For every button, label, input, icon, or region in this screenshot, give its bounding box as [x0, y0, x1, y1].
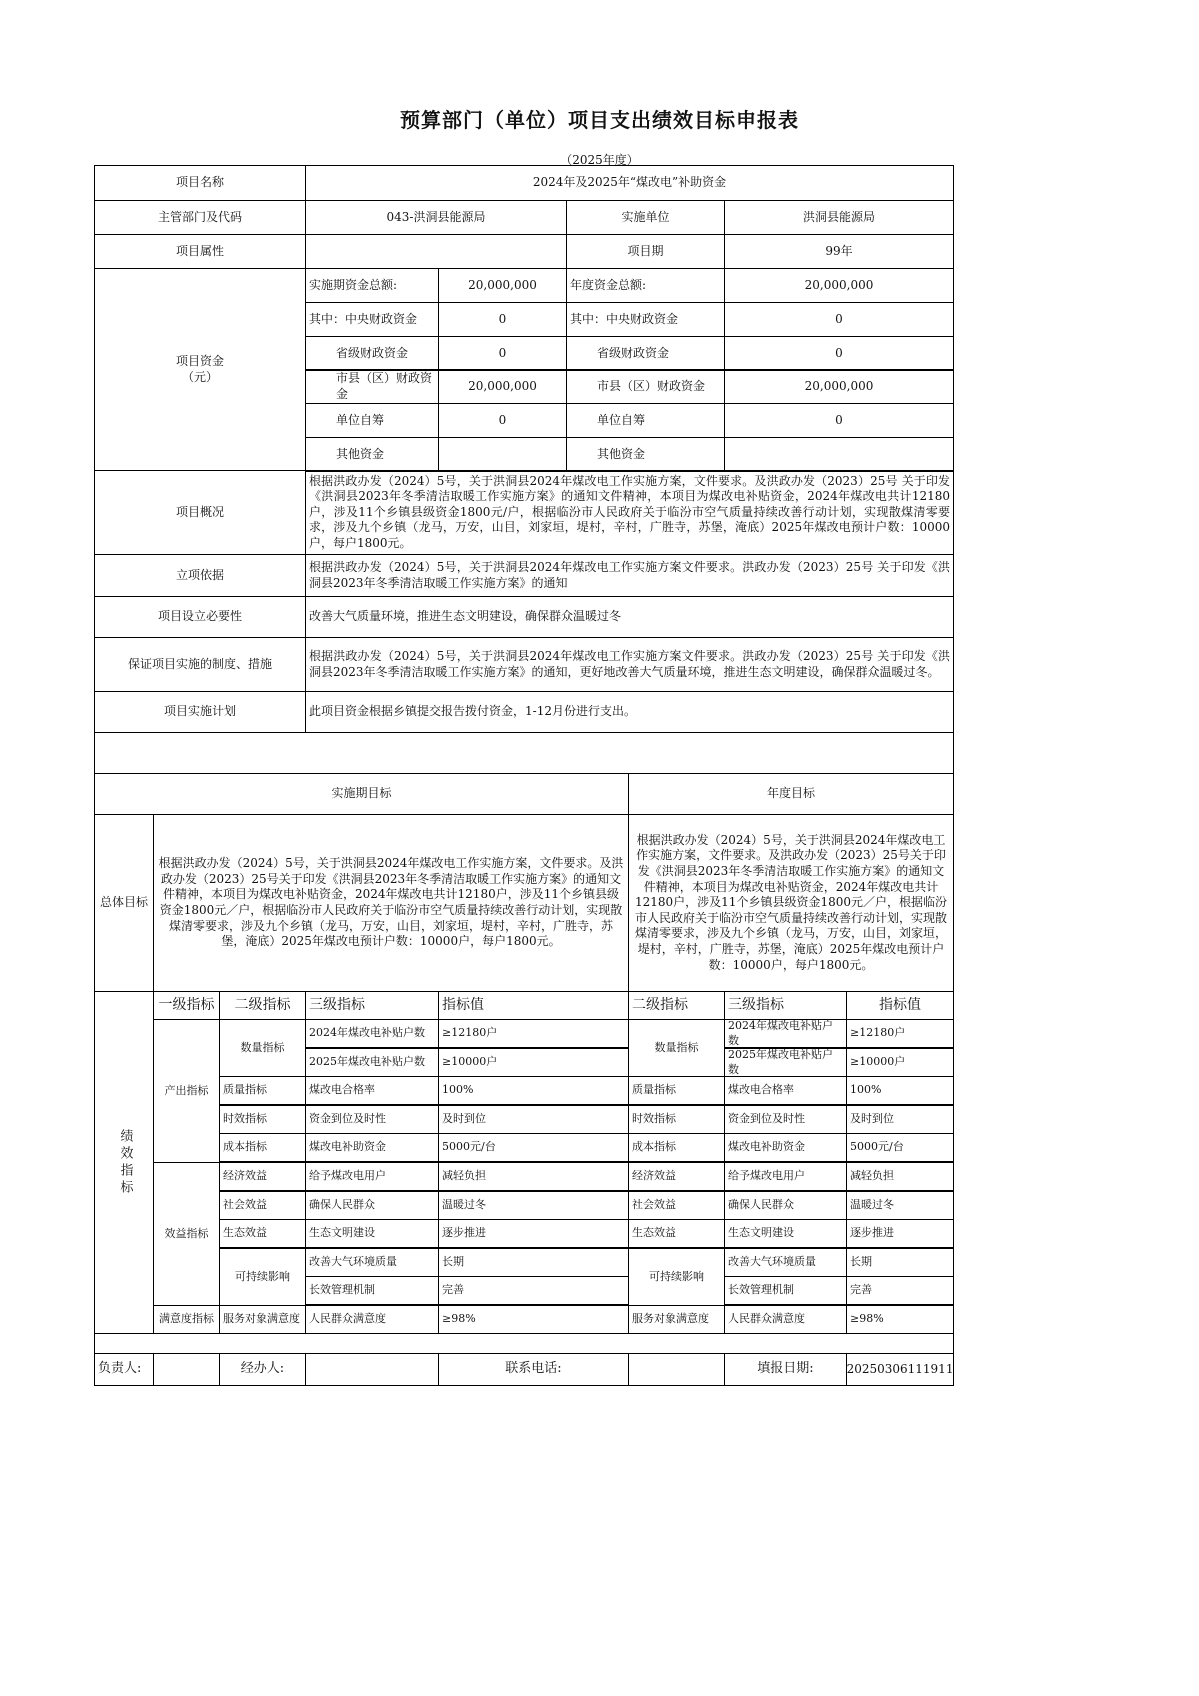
indicator-l3: 生态文明建设: [305, 1219, 439, 1248]
plan-text: 此项目资金根据乡镇提交报告拨付资金，1-12月份进行支出。: [305, 691, 954, 733]
fund-value-period: 20,000,000: [438, 268, 567, 303]
indicator-value: 逐步推进: [438, 1219, 629, 1248]
handler-value: [305, 1353, 439, 1386]
overview-label: 项目概况: [94, 470, 306, 555]
indicator-l2: 社会效益: [219, 1191, 306, 1220]
project-name-label: 项目名称: [94, 165, 306, 201]
indicator-l2: 生态效益: [219, 1219, 306, 1248]
indicator-value: 100%: [438, 1076, 629, 1105]
fund-value-period: 0: [438, 302, 567, 337]
owner-label: 负责人:: [94, 1353, 154, 1386]
indicator-l2-annual: 社会效益: [628, 1191, 725, 1220]
quantity-indicator-label-annual: 数量指标: [628, 1019, 725, 1077]
hdr-l1: 一级指标: [153, 991, 220, 1020]
fund-value-annual: 20,000,000: [724, 268, 954, 303]
indicator-l3-annual: 煤改电合格率: [724, 1076, 847, 1105]
attr-value: [305, 234, 567, 269]
fund-value-annual: [724, 437, 954, 472]
fund-label-annual: 其他资金: [566, 437, 725, 472]
measures-label: 保证项目实施的制度、措施: [94, 637, 306, 692]
indicator-l3-annual: 生态文明建设: [724, 1219, 847, 1248]
fund-value-period: [438, 437, 567, 472]
fund-label-annual: 其中：中央财政资金: [566, 302, 725, 337]
overview-text: 根据洪政办发（2024）5号，关于洪洞县2024年煤改电工作实施方案，文件要求。及洪政办发（2023）25号 关于印发《洪洞县2023年冬季清洁取暖工作实施方案》的通知文件精神，本项目为煤改电补贴资金，2024年煤改电共计12180户，涉及11个乡镇县级资金1800元/户，根据临汾市人民政府关于临汾市空气质量持续改善行动计划，实现散煤清零要求，涉及九个乡镇（龙马，万安，山目，刘家垣，堤村，辛村，广胜寺，苏堡，淹底）2025年煤改电预计户数：10000户，每户1800元。: [305, 470, 954, 555]
output-indicator-label: 产出指标: [153, 1019, 220, 1163]
annual-goal-header: 年度目标: [628, 773, 954, 815]
owner-value: [153, 1353, 220, 1386]
period-value: 99年: [724, 234, 954, 269]
indicator-l3: 资金到位及时性: [305, 1105, 439, 1134]
indicator-value-annual: ≥98%: [846, 1305, 954, 1334]
hdr-l3b: 三级指标: [724, 991, 847, 1020]
fund-label-annual: 省级财政资金: [566, 336, 725, 371]
indicator-l3-annual: 资金到位及时性: [724, 1105, 847, 1134]
indicator-l2-annual: 服务对象满意度: [628, 1305, 725, 1334]
indicator-l3-annual: 改善大气环境质量: [724, 1248, 847, 1277]
overall-goal-label: 总体目标: [94, 814, 154, 992]
satisfaction-indicator-label: 满意度指标: [153, 1305, 220, 1334]
impl-unit-value: 洪洞县能源局: [724, 200, 954, 235]
fund-label-annual: 单位自筹: [566, 403, 725, 438]
necessity-label: 项目设立必要性: [94, 596, 306, 638]
indicator-value: 长期: [438, 1248, 629, 1277]
indicator-l3-annual: 煤改电补助资金: [724, 1133, 847, 1162]
fund-label-period: 其中：中央财政资金: [305, 302, 439, 337]
necessity-text: 改善大气质量环境，推进生态文明建设，确保群众温暖过冬: [305, 596, 954, 638]
fund-label-period: 省级财政资金: [305, 336, 439, 371]
handler-label: 经办人:: [219, 1353, 306, 1386]
blank-row-2: [94, 1333, 954, 1354]
indicator-l2: 经济效益: [219, 1162, 306, 1191]
indicator-l3-annual: 人民群众满意度: [724, 1305, 847, 1334]
indicator-l3-annual: 给予煤改电用户: [724, 1162, 847, 1191]
period-goal-header: 实施期目标: [94, 773, 629, 815]
indicator-value: 5000元/台: [438, 1133, 629, 1162]
fund-label-period: 其他资金: [305, 437, 439, 472]
hdr-l2b: 二级指标: [628, 991, 725, 1020]
fund-value-annual: 0: [724, 403, 954, 438]
fund-value-period: 0: [438, 403, 567, 438]
indicators-side-label: [94, 991, 154, 1334]
indicator-l2: 质量指标: [219, 1076, 306, 1105]
hdr-l3: 三级指标: [305, 991, 439, 1020]
blank-row: [94, 732, 954, 774]
indicator-value-annual: 逐步推进: [846, 1219, 954, 1248]
indicator-l3-annual: 确保人民群众: [724, 1191, 847, 1220]
report-year: （2025年度）: [560, 153, 639, 167]
indicator-value-annual: ≥12180户: [846, 1019, 954, 1048]
indicator-value: 完善: [438, 1276, 629, 1305]
quantity-indicator-label: 数量指标: [219, 1019, 306, 1077]
indicator-l3-annual: 2024年煤改电补贴户数: [724, 1019, 847, 1048]
indicator-value-annual: 减轻负担: [846, 1162, 954, 1191]
indicator-value-annual: 及时到位: [846, 1105, 954, 1134]
page-title: 预算部门（单位）项目支出绩效目标申报表: [400, 108, 799, 132]
annual-goal-text: 根据洪政办发（2024）5号，关于洪洞县2024年煤改电工作实施方案，文件要求。及洪政办发（2023）25号关于印发《洪洞县2023年冬季清洁取暖工作实施方案》的通知文件精神，本项目为煤改电补贴资金，2024年煤改电共计12180户，涉及11个乡镇县级资金1800元／户，根据临汾市人民政府关于临汾市空气质量持续改善行动计划，实现散煤清零要求，涉及九个乡镇（龙马，万安，山目，刘家垣，堤村，辛村，广胜寺，苏堡，淹底）2025年煤改电预计户数：10000户，每户1800元。: [628, 814, 954, 992]
indicator-l2-annual: 经济效益: [628, 1162, 725, 1191]
fund-value-annual: 20,000,000: [724, 369, 954, 404]
indicator-l3: 2024年煤改电补贴户数: [305, 1019, 439, 1048]
fund-value-annual: 0: [724, 336, 954, 371]
fund-value-period: 0: [438, 336, 567, 371]
indicator-value: ≥12180户: [438, 1019, 629, 1048]
indicator-l2-annual: 生态效益: [628, 1219, 725, 1248]
indicator-l3: 确保人民群众: [305, 1191, 439, 1220]
dept-value: 043-洪洞县能源局: [305, 200, 567, 235]
indicator-l2: 时效指标: [219, 1105, 306, 1134]
indicator-l2: 服务对象满意度: [219, 1305, 306, 1334]
fund-label-period: 市县（区）财政资金: [305, 369, 439, 404]
indicator-value: ≥98%: [438, 1305, 629, 1334]
indicator-l3: 煤改电补助资金: [305, 1133, 439, 1162]
attr-label: 项目属性: [94, 234, 306, 269]
indicator-value-annual: 完善: [846, 1276, 954, 1305]
indicator-l3: 煤改电合格率: [305, 1076, 439, 1105]
indicator-l2-annual: 成本指标: [628, 1133, 725, 1162]
fund-label-annual: 市县（区）财政资金: [566, 369, 725, 404]
indicator-l3: 2025年煤改电补贴户数: [305, 1048, 439, 1077]
phone-label: 联系电话:: [438, 1353, 629, 1386]
fund-value-period: 20,000,000: [438, 369, 567, 404]
indicator-value-annual: 5000元/台: [846, 1133, 954, 1162]
indicator-l3: 改善大气环境质量: [305, 1248, 439, 1277]
measures-text: 根据洪政办发（2024）5号，关于洪洞县2024年煤改电工作实施方案文件要求。洪政办发（2023）25号 关于印发《洪洞县2023年冬季清洁取暖工作实施方案》的通知，更好地改善大气质量环境，推进生态文明建设，确保群众温暖过冬。: [305, 637, 954, 692]
indicator-value: 温暖过冬: [438, 1191, 629, 1220]
benefit-indicator-label: 效益指标: [153, 1162, 220, 1306]
funds-label: 项目资金 （元）: [94, 268, 306, 471]
sustain-indicator-label: 可持续影响: [219, 1248, 306, 1306]
indicator-l3: 给予煤改电用户: [305, 1162, 439, 1191]
indicator-value: 及时到位: [438, 1105, 629, 1134]
indicator-l3: 人民群众满意度: [305, 1305, 439, 1334]
basis-text: 根据洪政办发（2024）5号，关于洪洞县2024年煤改电工作实施方案文件要求。洪政办发（2023）25号 关于印发《洪洞县2023年冬季清洁取暖工作实施方案》的通知: [305, 554, 954, 597]
dept-label: 主管部门及代码: [94, 200, 306, 235]
sustain-indicator-label-annual: 可持续影响: [628, 1248, 725, 1306]
indicators-side-text: 绩效指标: [117, 1128, 133, 1197]
indicator-value-annual: 100%: [846, 1076, 954, 1105]
hdr-valb: 指标值: [846, 991, 954, 1020]
date-value: 20250306111911: [846, 1353, 954, 1386]
hdr-l2: 二级指标: [219, 991, 306, 1020]
indicator-l3-annual: 长效管理机制: [724, 1276, 847, 1305]
basis-label: 立项依据: [94, 554, 306, 597]
indicator-value: 减轻负担: [438, 1162, 629, 1191]
indicator-l2: 成本指标: [219, 1133, 306, 1162]
phone-value: [628, 1353, 725, 1386]
fund-label-annual: 年度资金总额:: [566, 268, 725, 303]
project-name-value: 2024年及2025年“煤改电”补助资金: [305, 165, 954, 201]
indicator-l3: 长效管理机制: [305, 1276, 439, 1305]
plan-label: 项目实施计划: [94, 691, 306, 733]
indicator-value-annual: ≥10000户: [846, 1048, 954, 1077]
period-goal-text: 根据洪政办发（2024）5号，关于洪洞县2024年煤改电工作实施方案，文件要求。及洪政办发（2023）25号关于印发《洪洞县2023年冬季清洁取暖工作实施方案》的通知文件精神，本项目为煤改电补贴资金，2024年煤改电共计12180户，涉及11个乡镇县级资金1800元／户，根据临汾市人民政府关于临汾市空气质量持续改善行动计划，实现散煤清零要求，涉及九个乡镇（龙马，万安，山目，刘家垣，堤村，辛村，广胜寺，苏堡，淹底）2025年煤改电预计户数：10000户，每户1800元。: [153, 814, 629, 992]
indicator-value-annual: 温暖过冬: [846, 1191, 954, 1220]
period-label: 项目期: [566, 234, 725, 269]
hdr-val: 指标值: [438, 991, 629, 1020]
indicator-value: ≥10000户: [438, 1048, 629, 1077]
date-label: 填报日期:: [724, 1353, 847, 1386]
fund-label-period: 实施期资金总额:: [305, 268, 439, 303]
fund-value-annual: 0: [724, 302, 954, 337]
impl-unit-label: 实施单位: [566, 200, 725, 235]
indicator-l3-annual: 2025年煤改电补贴户数: [724, 1048, 847, 1077]
indicator-value-annual: 长期: [846, 1248, 954, 1277]
indicator-l2-annual: 时效指标: [628, 1105, 725, 1134]
fund-label-period: 单位自筹: [305, 403, 439, 438]
indicator-l2-annual: 质量指标: [628, 1076, 725, 1105]
